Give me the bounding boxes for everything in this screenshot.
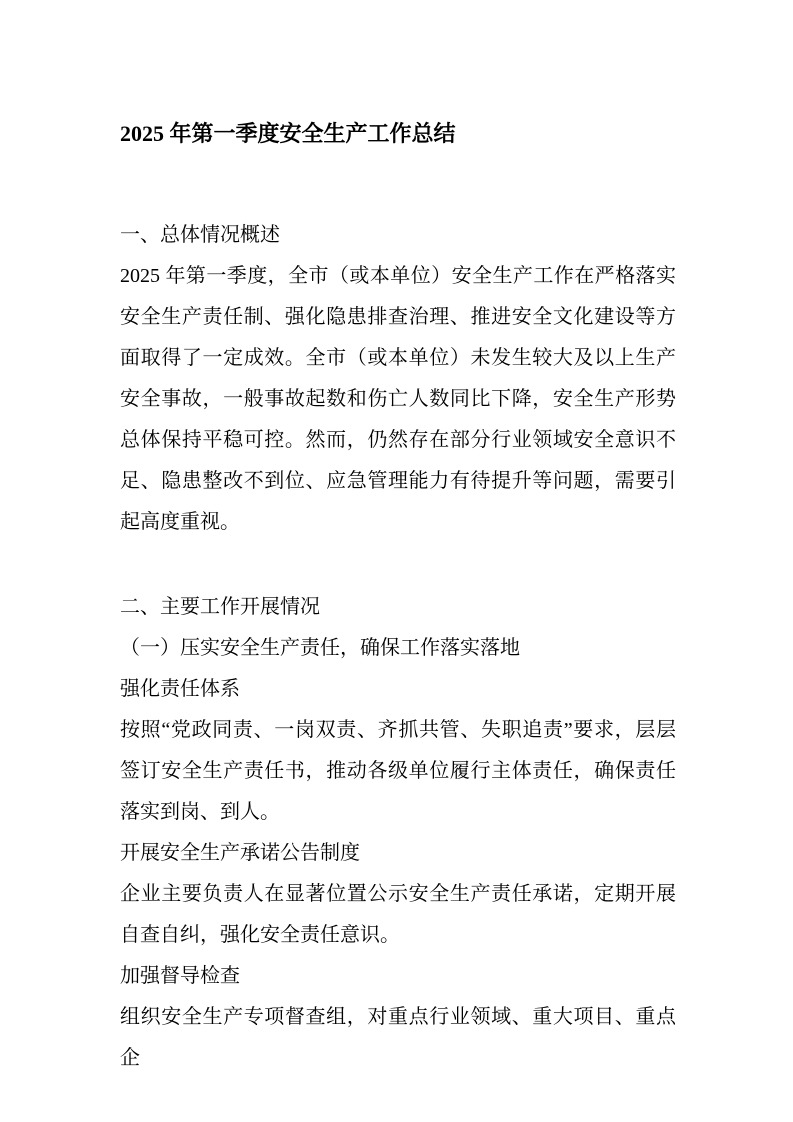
document-content <box>120 113 676 1079</box>
item-1-body: 按照“党政同责、一岗双责、齐抓共管、失职追责”要求，层层签订安全生产责任书，推动各级单位履行主体责任，确保责任落实到岗、到人。 <box>120 719 676 823</box>
item-2-body: 企业主要负责人在显著位置公示安全生产责任承诺，定期开展自查自纠，强化安全责任意识。 <box>120 883 676 946</box>
item-3-label: 加强督导检查 <box>120 965 240 987</box>
section-1-paragraph: 2025 年第一季度，全市（或本单位）安全生产工作在严格落实安全生产责任制、强化隐患排查治理、推进安全文化建设等方面取得了一定成效。全市（或本单位）未发生较大及以上生产安全事故，一般事故起数和伤亡人数同比下降，安全生产形势总体保持平稳可控。然而，仍然存在部分行业领域安全意识不足、隐患整改不到位、应急管理能力有待提升等问题，需要引起高度重视。 <box>120 265 676 533</box>
section-2-heading: 二、主要工作开展情况 <box>120 596 320 618</box>
section-1-heading: 一、总体情况概述 <box>120 224 280 246</box>
item-3-body: 组织安全生产专项督查组，对重点行业领域、重大项目、重点企 <box>120 1006 676 1069</box>
section-2-subheading: （一）压实安全生产责任，确保工作落实落地 <box>120 637 520 659</box>
document-title: 2025 年第一季度安全生产工作总结 <box>120 121 456 146</box>
item-1-label: 强化责任体系 <box>120 678 240 700</box>
item-2-label: 开展安全生产承诺公告制度 <box>120 842 360 864</box>
